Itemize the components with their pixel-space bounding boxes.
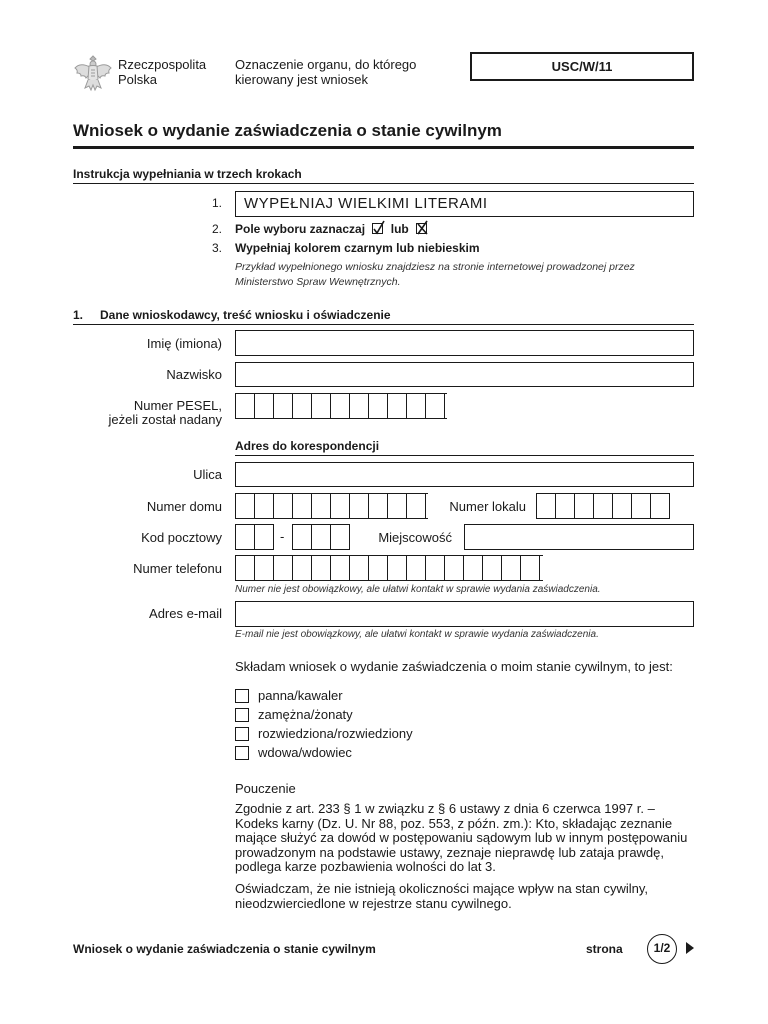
pesel-label-line2: jeżeli został nadany <box>108 412 222 427</box>
page-title: Wniosek o wydanie zaświadczenia o stanie cywilnym <box>73 121 502 140</box>
next-page-arrow-icon[interactable] <box>686 942 694 954</box>
title-divider <box>73 146 694 149</box>
pesel-input-cells[interactable] <box>235 393 447 419</box>
footer-title: Wniosek o wydanie zaświadczenia o stanie cywilnym <box>73 942 376 956</box>
form-code-box: USC/W/11 <box>470 52 694 81</box>
house-number-cells[interactable] <box>235 493 428 519</box>
checkmark-example-icon <box>372 223 383 234</box>
addressee-label: Oznaczenie organu, do którego kierowany jest wniosek <box>235 57 417 87</box>
issuer-name <box>118 57 206 87</box>
option-married-checkbox[interactable] <box>235 708 249 722</box>
option-single-checkbox[interactable] <box>235 689 249 703</box>
instruction-notice-title: Pouczenie <box>235 781 296 796</box>
instructions-divider <box>73 183 694 184</box>
email-hint: E-mail nie jest obowiązkowy, ale ułatwi kontakt w sprawie wydania zaświadczenia. <box>235 629 599 640</box>
step2-text: Pole wyboru zaznaczaj <box>235 222 366 236</box>
phone-hint: Numer nie jest obowiązkowy, ale ułatwi kontakt w sprawie wydania zaświadczenia. <box>235 584 601 595</box>
address-heading: Adres do korespondencji <box>235 439 380 453</box>
address-divider <box>235 455 694 456</box>
last-name-label: Nazwisko <box>166 367 222 382</box>
city-field[interactable] <box>464 524 694 550</box>
step3-number: 3. <box>212 241 223 255</box>
step1-sample-field: WYPEŁNIAJ WIELKIMI LITERAMI <box>235 191 694 217</box>
email-field[interactable] <box>235 601 694 627</box>
option-divorced[interactable] <box>235 726 413 741</box>
postal-code-part2-cells[interactable] <box>292 524 350 550</box>
option-single[interactable] <box>235 688 343 703</box>
phone-number-cells[interactable] <box>235 555 543 581</box>
page-indicator: 1/2 <box>647 934 677 964</box>
example-note: Przykład wypełnionego wniosku znajdziesz na stronie internetowej prowadzonej przez Ministerstwo Spraw Wewnętrznych. <box>235 261 635 288</box>
postal-code-part1-cells[interactable] <box>235 524 274 550</box>
option-widowed-label: wdowa/wdowiec <box>258 745 352 760</box>
option-married-label: zamężna/żonaty <box>258 707 353 722</box>
option-married[interactable] <box>235 707 353 722</box>
issuer-name-line1: Rzeczpospolita <box>118 57 207 72</box>
request-statement: Składam wniosek o wydanie zaświadczenia o moim stanie cywilnym, to jest: <box>235 659 673 674</box>
step1-number: 1. <box>212 196 223 210</box>
polish-eagle-emblem-icon <box>72 52 114 94</box>
declaration-text: Oświadczam, że nie istnieją okoliczności mające wpływ na stan cywilny, nieodzwierciedlone w rejestrze stanu cywilnego. <box>235 881 649 911</box>
postal-code-dash: - <box>280 529 285 544</box>
street-label: Ulica <box>193 467 222 482</box>
instructions-heading: Instrukcja wypełniania w trzech krokach <box>73 167 302 181</box>
option-single-label: panna/kawaler <box>258 688 343 703</box>
instruction-notice-text: Zgodnie z art. 233 § 1 w związku z § 6 ustawy z dnia 6 czerwca 1997 r. – Kodeks karny (Dz. U. Nr 88, poz. 553, z późn. zm.): Kto, składając zeznanie mające służyć za dowód w postępowaniu sądowym lub w innym postępowaniu prowadzonym na podstawie ustawy, zeznaje nieprawdę lub zataja prawdę, podlega karze pozbawienia wolności do lat 3. <box>235 801 688 874</box>
first-name-field[interactable] <box>235 330 694 356</box>
option-divorced-checkbox[interactable] <box>235 727 249 741</box>
phone-label: Numer telefonu <box>133 561 222 576</box>
last-name-field[interactable] <box>235 362 694 387</box>
section1-heading <box>73 308 391 322</box>
section1-title: Dane wnioskodawcy, treść wniosku i oświadczenie <box>100 308 391 322</box>
pesel-label <box>60 399 222 427</box>
step2-number: 2. <box>212 222 223 236</box>
cross-example-icon <box>416 223 427 234</box>
option-widowed-checkbox[interactable] <box>235 746 249 760</box>
street-field[interactable] <box>235 462 694 487</box>
step3-instruction: Wypełniaj kolorem czarnym lub niebieskim <box>235 241 480 255</box>
page-label: strona <box>586 942 623 956</box>
step2-or: lub <box>390 222 409 236</box>
step2-instruction <box>235 222 431 236</box>
city-label: Miejscowość <box>378 530 452 545</box>
section1-divider <box>73 324 694 325</box>
flat-number-label: Numer lokalu <box>449 499 526 514</box>
flat-number-cells[interactable] <box>536 493 670 519</box>
pesel-label-line1: Numer PESEL, <box>133 398 222 413</box>
email-label: Adres e-mail <box>149 606 222 621</box>
option-widowed[interactable] <box>235 745 352 760</box>
option-divorced-label: rozwiedziona/rozwiedziony <box>258 726 413 741</box>
issuer-name-line2: Polska <box>118 72 158 87</box>
house-number-label: Numer domu <box>146 499 222 514</box>
postal-code-label: Kod pocztowy <box>141 530 222 545</box>
first-name-label: Imię (imiona) <box>146 336 222 351</box>
section1-number: 1. <box>73 308 84 322</box>
